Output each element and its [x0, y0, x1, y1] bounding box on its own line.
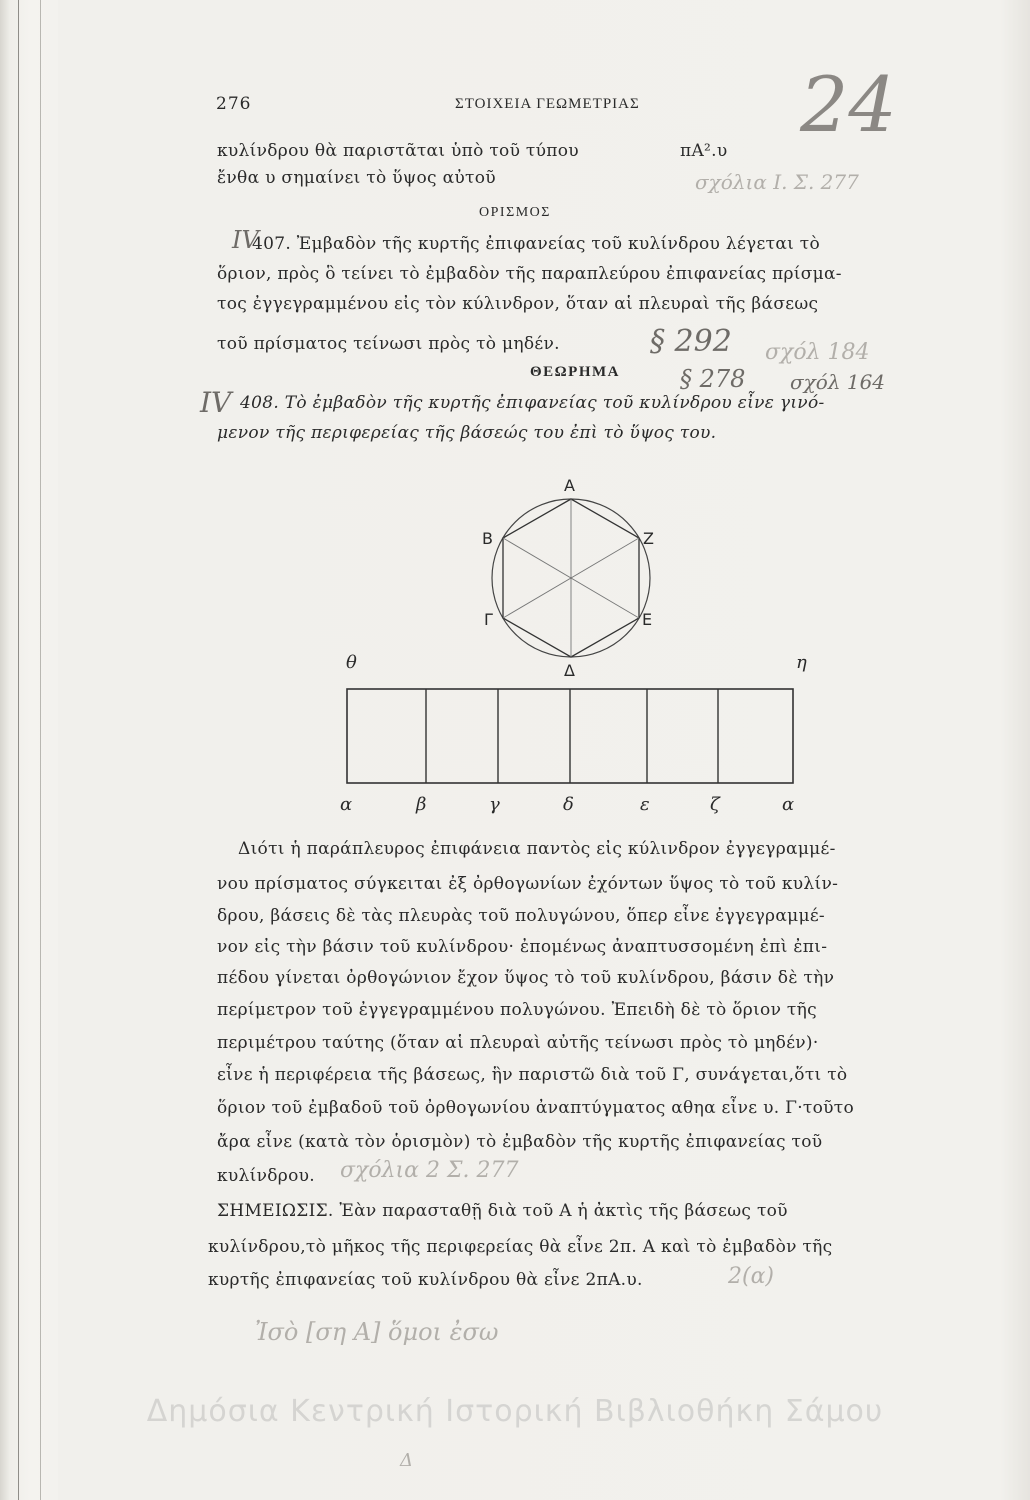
proof-line: ὅριον τοῦ ἐμβαδοῦ τοῦ ὀρθογωνίου ἀναπτύγματος αθηα εἶνε υ. Γ·τοῦτο [217, 1098, 855, 1118]
proof-line: Διότι ἡ παράπλευρος ἐπιφάνεια παντὸς εἰς κύλινδρον ἐγγεγραμμέ- [238, 839, 836, 859]
edge-label: α [340, 794, 353, 815]
corner-label-eta: η [796, 652, 807, 673]
theorem-line: 408. Τὸ ἐμβαδὸν τῆς κυρτῆς ἐπιφανείας τοῦ κυλίνδρου εἶνε γινό- [240, 393, 825, 413]
proof-line: νον εἰς τὴν βάσιν τοῦ κυλίνδρου· ἐπομένως ἀναπτυσσομένη ἐπὶ ἐπι- [217, 937, 828, 957]
vertex-label-G: Γ [484, 610, 493, 629]
handwritten-reference: σχόλια 2 Σ. 277 [340, 1158, 519, 1183]
page-number: 276 [216, 94, 252, 114]
handwritten-page-mark: 24 [800, 60, 897, 149]
definition-line: 407. Ἐμβαδὸν τῆς κυρτῆς ἐπιφανείας τοῦ κυλίνδρου λέγεται τὸ [252, 234, 821, 254]
handwritten-scribble: Ἰσὸ [ση Α] ὅμοι ἐσω [255, 1318, 499, 1346]
proof-line: νου πρίσματος σύγκειται ἐξ ὀρθογωνίων ἐχόντων ὕψος τὸ τοῦ κυλίν- [217, 874, 839, 894]
handwritten-mark: Δ [400, 1450, 413, 1471]
edge-label: δ [563, 794, 574, 815]
handwritten-section-ref: § 292 [650, 324, 732, 359]
definition-line: ὅριον, πρὸς ὃ τείνει τὸ ἐμβαδὸν τῆς παραπλεύρου ἐπιφανείας πρίσμα- [217, 264, 842, 284]
vertex-label-A: Α [564, 476, 575, 495]
proof-line: πέδου γίνεται ὀρθογώνιον ἔχον ὕψος τὸ τοῦ κυλίνδρου, βάσιν δὲ τὴν [217, 968, 835, 988]
definition-line: τοῦ πρίσματος τείνωσι πρὸς τὸ μηδέν. [217, 334, 560, 354]
handwritten-note: σχόλ 184 [765, 340, 870, 365]
edge-label: ζ [710, 794, 720, 815]
vertex-label-Z: Ζ [643, 529, 654, 548]
theorem-heading: ΘΕΩΡΗΜΑ [529, 364, 620, 380]
definition-heading: ΟΡΙΣΜΟΣ [479, 205, 551, 220]
note-line: κυρτῆς ἐπιφανείας τοῦ κυλίνδρου θὰ εἶνε 2πΑ.υ. [208, 1270, 643, 1290]
intro-formula: πA².υ [680, 141, 728, 161]
handwritten-reference: σχόλια Ι. Σ. 277 [695, 170, 859, 194]
proof-line: κυλίνδρου. [217, 1166, 315, 1186]
intro-line-2: ἔνθα υ σημαίνει τὸ ὕψος αὐτοῦ [217, 168, 496, 188]
proof-line: εἶνε ἡ περιφέρεια τῆς βάσεως, ἣν παριστῶ διὰ τοῦ Γ, συνάγεται,ὅτι τὸ [217, 1065, 848, 1085]
running-title: ΣΤΟΙΧΕΙΑ ΓΕΩΜΕΤΡΙΑΣ [455, 96, 640, 112]
margin-mark-definition: IV [232, 226, 259, 254]
proof-line: ἄρα εἶνε (κατὰ τὸν ὁρισμὸν) τὸ ἐμβαδὸν τῆς κυρτῆς ἐπιφανείας τοῦ [217, 1132, 823, 1152]
proof-line: δρου, βάσεις δὲ τὰς πλευρὰς τοῦ πολυγώνου, ὅπερ εἶνε ἐγγεγραμμέ- [217, 906, 825, 926]
handwritten-section-ref: § 278 [680, 365, 746, 393]
handwritten-note: 2(α) [728, 1264, 775, 1289]
library-watermark: Δημόσια Κεντρική Ιστορική Βιβλιοθήκη Σάμου [146, 1394, 884, 1429]
corner-label-theta: θ [346, 652, 357, 673]
edge-label: β [416, 794, 427, 815]
intro-line-1: κυλίνδρου θὰ παριστᾶται ὑπὸ τοῦ τύπου [217, 141, 579, 161]
edge-label: γ [489, 794, 500, 815]
vertex-label-B: Β [482, 529, 493, 548]
vertex-label-E: Ε [642, 610, 653, 629]
proof-line: περιμέτρου ταύτης (ὅταν αἱ πλευραὶ αὐτῆς τείνωσι πρὸς τὸ μηδέν)· [217, 1033, 819, 1053]
theorem-line: μενον τῆς περιφερείας τῆς βάσεώς του ἐπὶ τὸ ὕψος του. [217, 423, 717, 443]
edge-label: α [782, 794, 795, 815]
hexagon-in-circle [482, 476, 654, 680]
vertex-label-D: Δ [564, 661, 575, 680]
note-line: ΣΗΜΕΙΩΣΙΣ. Ἐὰν παρασταθῇ διὰ τοῦ Α ἡ ἀκτὶς τῆς βάσεως τοῦ [217, 1201, 788, 1221]
margin-mark-theorem: IV [200, 386, 232, 419]
edge-label: ε [640, 794, 650, 815]
handwritten-note: σχόλ 164 [790, 370, 886, 394]
note-line: κυλίνδρου,τὸ μῆκος τῆς περιφερείας θὰ εἶνε 2π. Α καὶ τὸ ἐμβαδὸν τῆς [208, 1237, 833, 1257]
definition-line: τος ἐγγεγραμμένου εἰς τὸν κύλινδρον, ὅταν αἱ πλευραὶ τῆς βάσεως [217, 294, 819, 314]
proof-line: περίμετρον τοῦ ἐγγεγραμμένου πολυγώνου. Ἐπειδὴ δὲ τὸ ὅριον τῆς [217, 1000, 817, 1020]
